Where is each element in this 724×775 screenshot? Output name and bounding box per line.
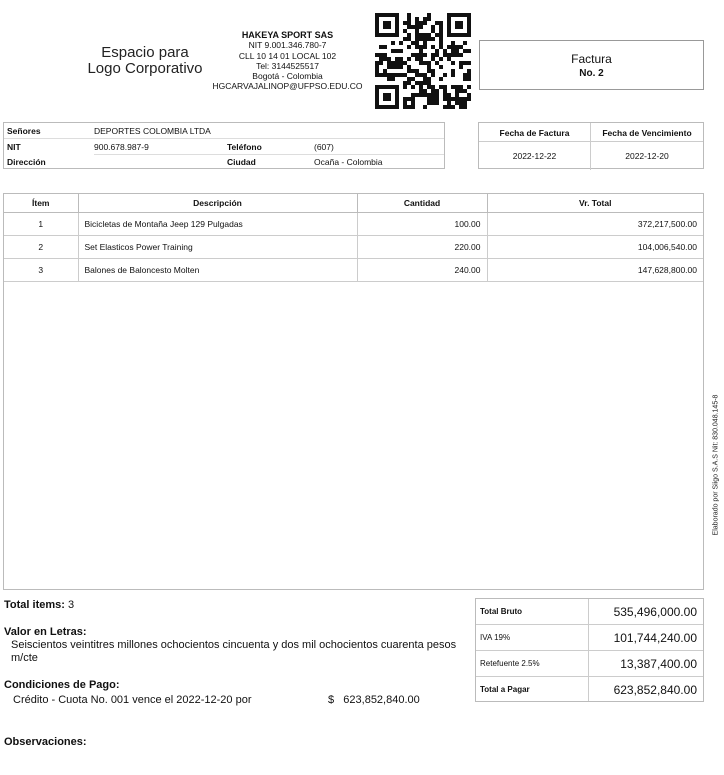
telefono-value: (607)	[314, 142, 334, 152]
iva-value: 101,744,240.00	[613, 631, 697, 645]
row-cantidad: 240.00	[357, 258, 487, 281]
table-row	[4, 258, 703, 281]
condiciones-amount: $ 623,852,840.00	[328, 694, 420, 706]
fecha-vencimiento-label: Fecha de Vencimiento	[591, 123, 703, 142]
total-items-label: Total items:	[4, 599, 65, 611]
row-item: 2	[4, 235, 78, 258]
total-pagar-label: Total a Pagar	[480, 685, 530, 694]
fecha-factura-label: Fecha de Factura	[479, 123, 591, 142]
row-descripcion: Balones de Baloncesto Molten	[78, 258, 357, 281]
valor-letras-label: Valor en Letras:	[4, 626, 87, 638]
row-cantidad: 220.00	[357, 235, 487, 258]
company-info	[205, 30, 370, 92]
table-row	[4, 212, 703, 235]
company-city: Bogotá - Colombia	[252, 71, 323, 82]
company-nit: NIT 9.001.346.780-7	[248, 40, 327, 51]
telefono-label: Teléfono	[227, 142, 262, 152]
header-descripcion: Descripción	[78, 194, 357, 212]
condiciones-text: Crédito - Cuota No. 001 vence el 2022-12-20 por	[13, 694, 252, 706]
table-row	[4, 235, 703, 258]
row-total: 372,217,500.00	[487, 212, 703, 235]
total-items-value: 3	[67, 599, 75, 611]
items-table-header	[4, 194, 703, 212]
valor-letras-text: Seiscientos veintitres millones ochocientos cincuenta y dos mil ochocientos cuarenta pesos m/cte	[11, 639, 457, 664]
client-row-nit	[4, 139, 444, 154]
total-bruto-value: 535,496,000.00	[613, 605, 697, 619]
ciudad-value: Ocaña - Colombia	[314, 157, 383, 167]
header-total: Vr. Total	[487, 194, 703, 212]
row-total: 147,628,800.00	[487, 258, 703, 281]
total-row	[476, 651, 703, 677]
logo-placeholder-line1: Espacio para	[101, 44, 189, 61]
total-row	[476, 599, 703, 625]
company-name: HAKEYA SPORT SAS	[241, 30, 334, 40]
qr-code-icon	[375, 13, 471, 109]
side-note	[706, 380, 724, 550]
retefuente-label: Retefuente 2.5%	[480, 659, 540, 668]
logo-placeholder-line2: Logo Corporativo	[87, 60, 203, 77]
header-item: Ítem	[4, 194, 78, 212]
row-total: 104,006,540.00	[487, 235, 703, 258]
side-note-text: Elaborado por Siigo S.A.S Nit: 830.048.145-8	[712, 394, 720, 536]
dates-box	[478, 122, 704, 169]
total-row	[476, 625, 703, 651]
invoice-title: Factura	[571, 52, 612, 66]
total-bruto-label: Total Bruto	[480, 607, 523, 616]
invoice-number: No. 2	[579, 68, 604, 79]
totals-box	[475, 598, 704, 702]
total-row	[476, 677, 703, 703]
senores-label: Señores	[7, 126, 41, 136]
condiciones-label: Condiciones de Pago:	[4, 679, 120, 691]
senores-value: DEPORTES COLOMBIA LTDA	[94, 126, 211, 136]
invoice-title-box	[479, 40, 704, 90]
direccion-label: Dirección	[7, 157, 46, 167]
observaciones-label: Observaciones:	[4, 736, 87, 748]
ciudad-label: Ciudad	[227, 157, 256, 167]
company-address: CLL 10 14 01 LOCAL 102	[238, 50, 337, 61]
company-phone: Tel: 3144525517	[256, 60, 319, 71]
items-table	[3, 193, 704, 590]
client-info-box	[3, 122, 445, 169]
nit-label: NIT	[7, 142, 21, 152]
client-row-senores	[4, 123, 444, 138]
total-pagar-value: 623,852,840.00	[613, 683, 697, 697]
row-descripcion: Set Elasticos Power Training	[78, 235, 357, 258]
company-email: HGCARVAJALINOP@UFPSO.EDU.CO	[212, 81, 363, 92]
row-cantidad: 100.00	[357, 212, 487, 235]
nit-value: 900.678.987-9	[94, 142, 149, 152]
total-items	[4, 599, 74, 611]
header-cantidad: Cantidad	[357, 194, 487, 212]
row-item: 3	[4, 258, 78, 281]
iva-label: IVA 19%	[480, 633, 511, 642]
fecha-vencimiento-value: 2022-12-20	[625, 151, 669, 161]
client-row-direccion	[4, 154, 444, 169]
row-descripcion: Bicicletas de Montaña Jeep 129 Pulgadas	[78, 212, 357, 235]
logo-placeholder	[70, 45, 220, 77]
row-item: 1	[4, 212, 78, 235]
retefuente-value: 13,387,400.00	[620, 657, 697, 671]
fecha-factura-value: 2022-12-22	[479, 142, 591, 170]
